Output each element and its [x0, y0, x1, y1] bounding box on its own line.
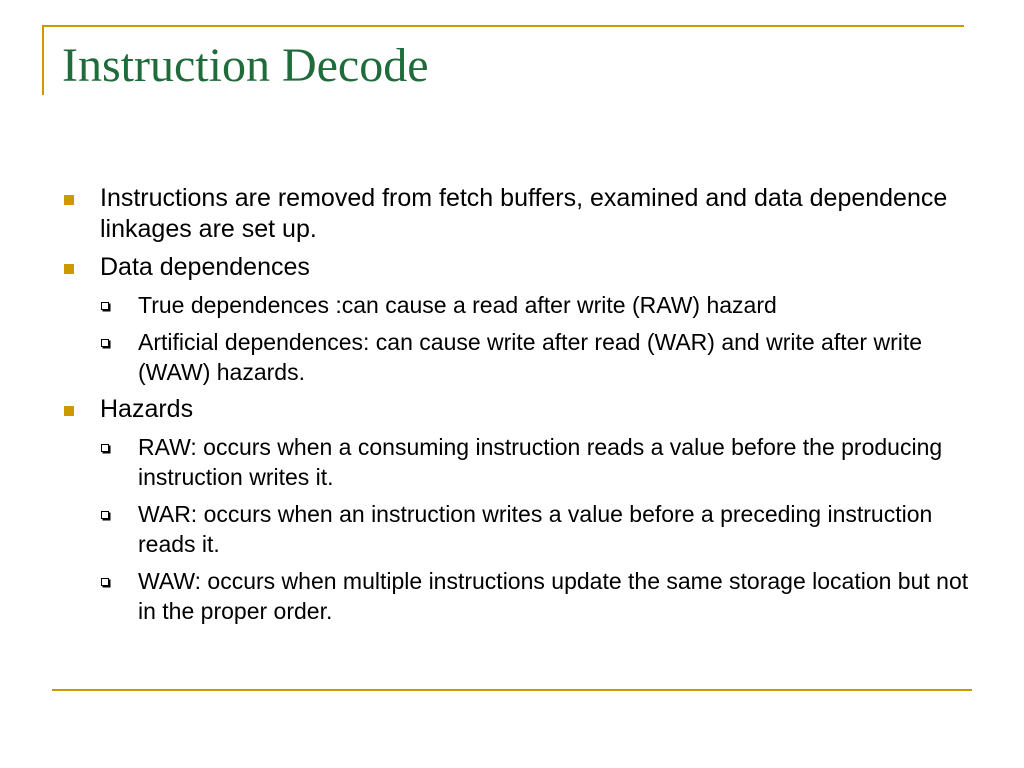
square-bullet-icon	[64, 195, 74, 205]
slide-title: Instruction Decode	[62, 39, 429, 92]
sub-bullet-text: Artificial dependences: can cause write after read (WAR) and write after write (WAW) hazards.	[138, 329, 923, 385]
bottom-rule	[52, 689, 972, 691]
bullet-item	[62, 252, 972, 387]
square-bullet-icon	[64, 264, 74, 274]
hollow-square-bullet-icon	[101, 511, 109, 519]
top-rule	[42, 25, 964, 27]
bullet-list	[62, 183, 972, 633]
bullet-item	[62, 183, 972, 245]
left-rule	[42, 25, 44, 95]
sub-bullet-list	[100, 432, 972, 626]
sub-bullet-text: WAW: occurs when multiple instructions update the same storage location but not in the proper order.	[138, 568, 969, 624]
bullet-text: Instructions are removed from fetch buffers, examined and data dependence linkages are set up.	[100, 184, 948, 243]
sub-bullet-item	[100, 566, 972, 626]
sub-bullet-item	[100, 290, 972, 320]
sub-bullet-item	[100, 327, 972, 387]
sub-bullet-text: True dependences :can cause a read after write (RAW) hazard	[138, 292, 777, 318]
hollow-square-bullet-icon	[101, 444, 109, 452]
sub-bullet-text: WAR: occurs when an instruction writes a value before a preceding instruction reads it.	[138, 501, 933, 557]
sub-bullet-list	[100, 290, 972, 387]
sub-bullet-item	[100, 499, 972, 559]
bullet-item	[62, 394, 972, 626]
hollow-square-bullet-icon	[101, 302, 109, 310]
hollow-square-bullet-icon	[101, 578, 109, 586]
bullet-text: Data dependences	[100, 253, 310, 281]
sub-bullet-text: RAW: occurs when a consuming instruction reads a value before the producing instruction writes it.	[138, 434, 943, 490]
sub-bullet-item	[100, 432, 972, 492]
hollow-square-bullet-icon	[101, 339, 109, 347]
bullet-text: Hazards	[100, 395, 194, 423]
square-bullet-icon	[64, 406, 74, 416]
